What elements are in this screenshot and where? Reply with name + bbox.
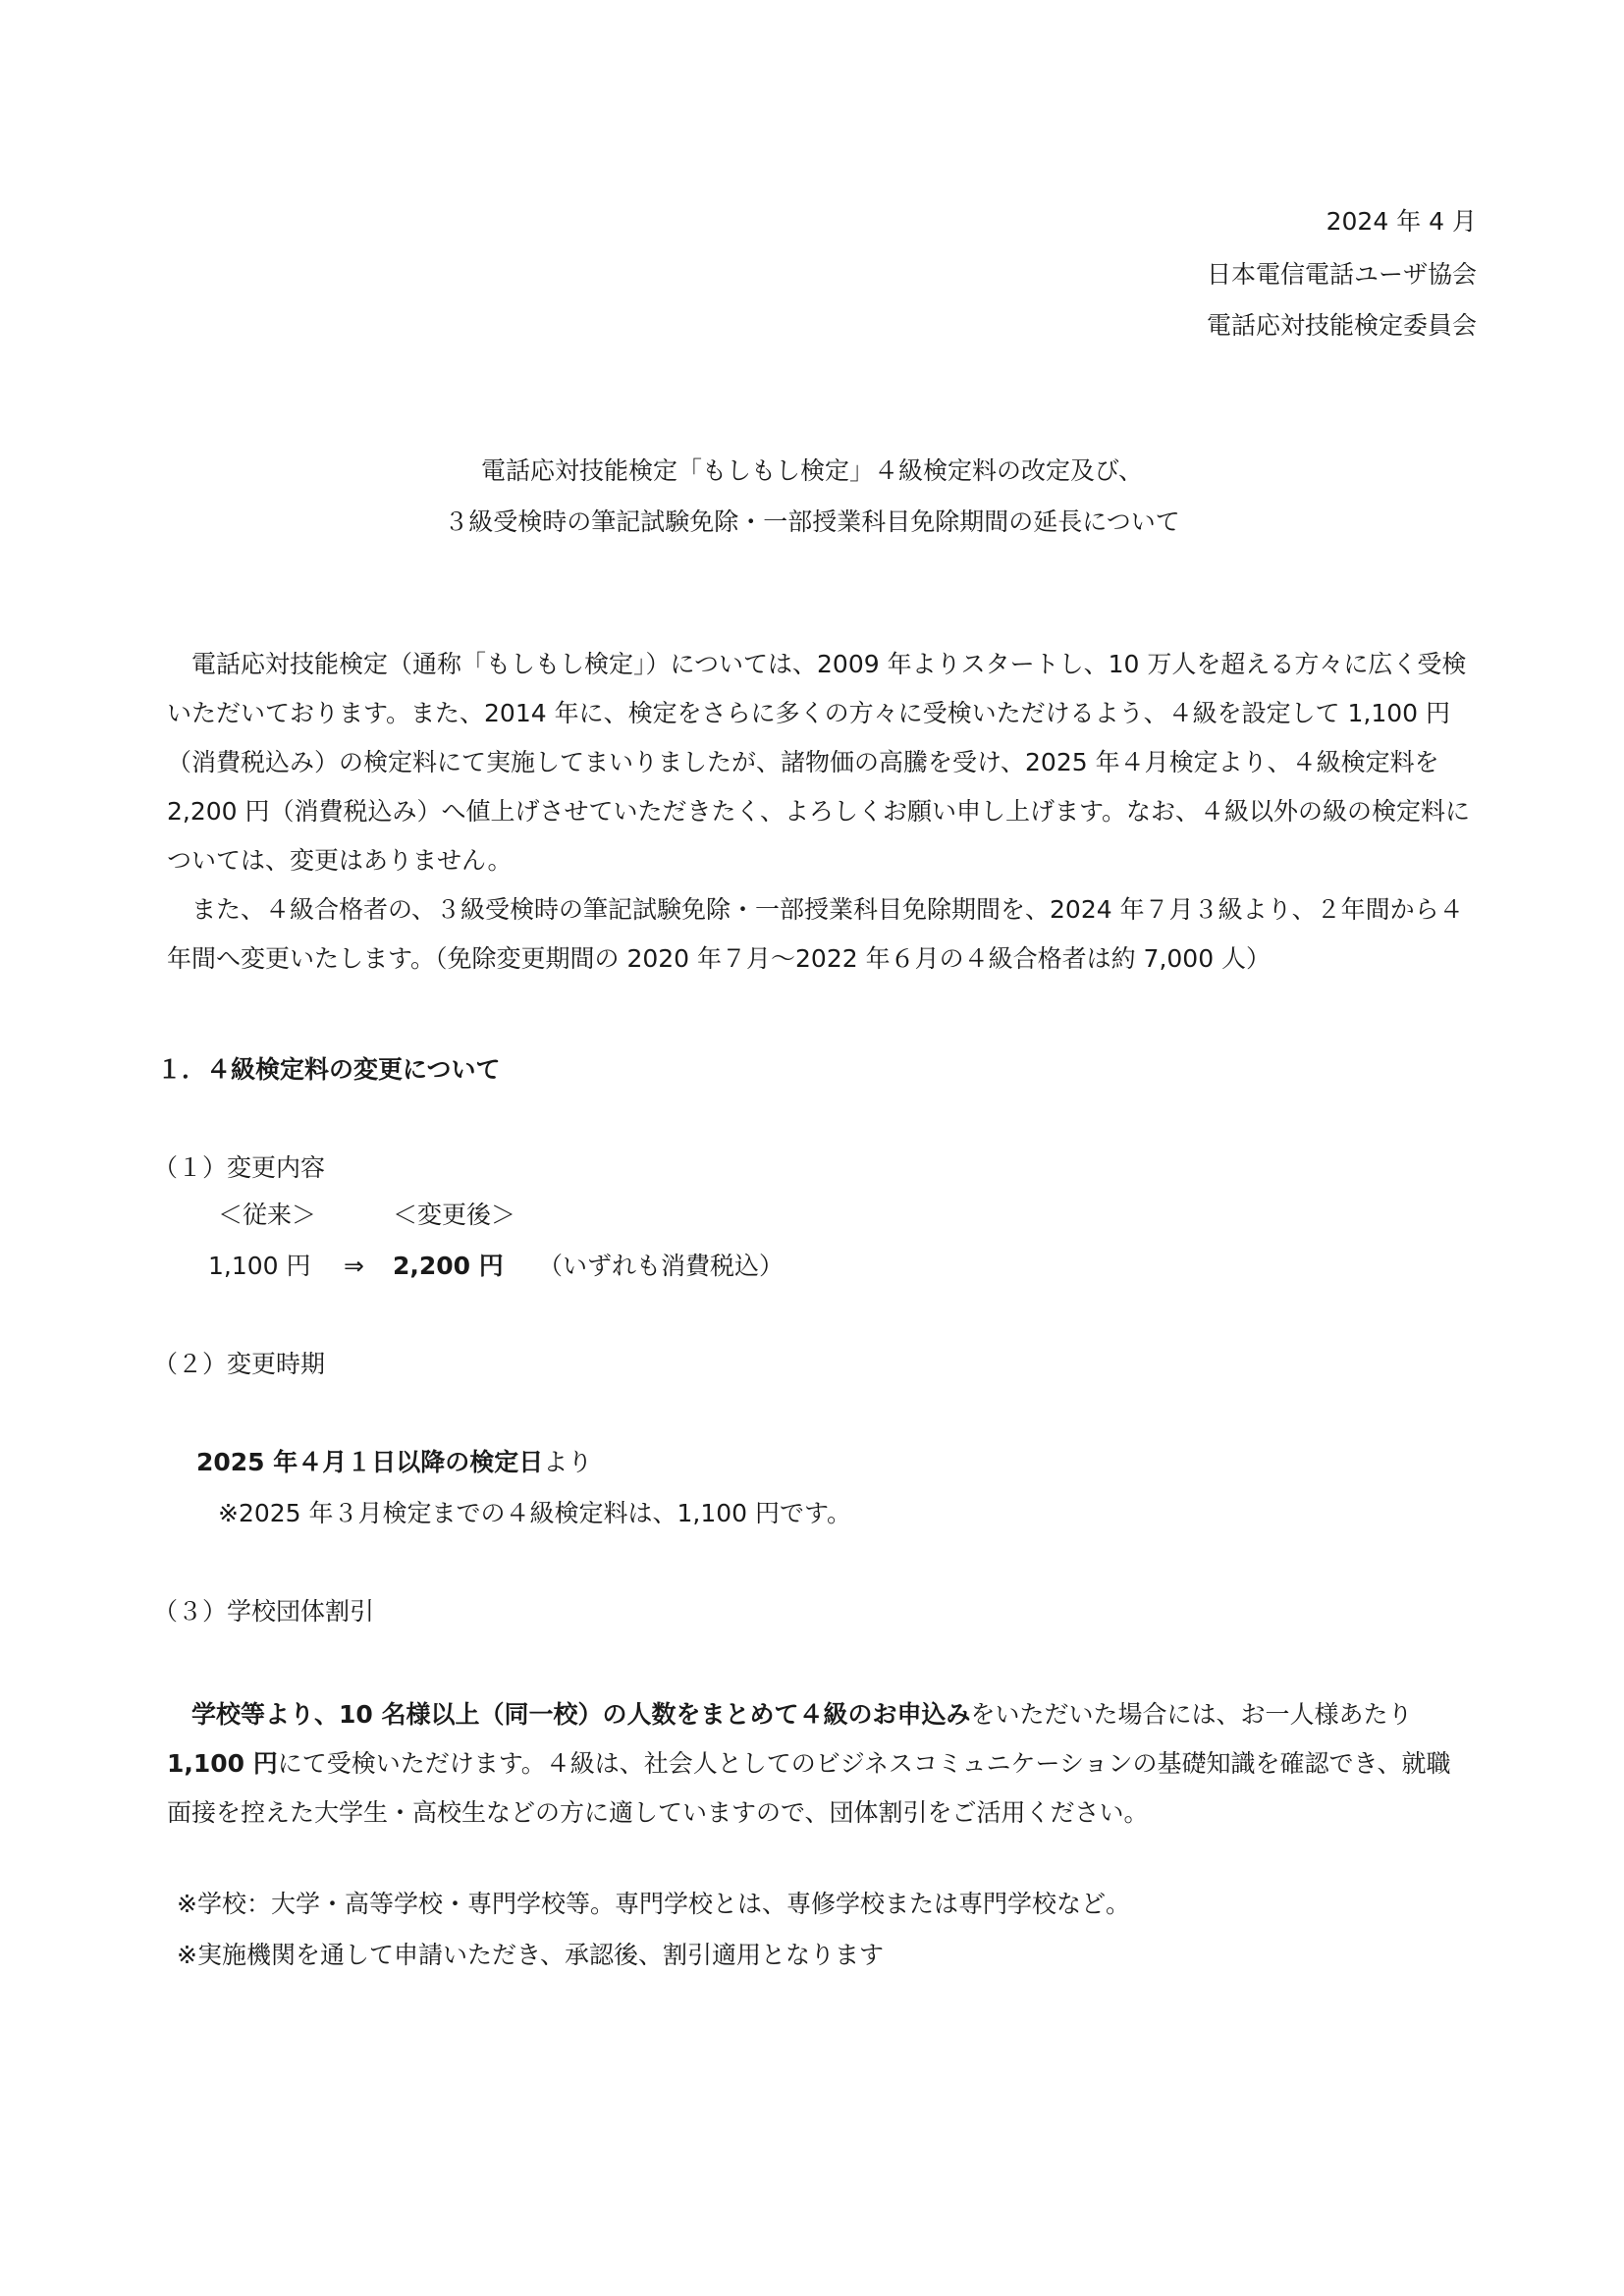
- discount-paragraph: [167, 1690, 1473, 1838]
- title-line-2: ３級受検時の筆記試験免除・一部授業科目免除期間の延長について: [444, 507, 1180, 536]
- sub-3-label: （３）学校団体割引: [153, 1597, 375, 1626]
- effective-date-line: [196, 1445, 592, 1480]
- discount-text-mid: をいただいた場合には、お一人様あたり: [970, 1700, 1413, 1729]
- timing-note: ※2025 年３月検定までの４級検定料は、1,100 円です。: [218, 1499, 852, 1527]
- after-label: ＜変更後＞: [393, 1201, 516, 1229]
- sub-1-label: （１）変更内容: [153, 1153, 326, 1182]
- sub-2-label: （２）変更時期: [153, 1350, 326, 1378]
- price-note: （いずれも消費税込）: [538, 1252, 785, 1280]
- section-1-heading: １．４級検定料の変更について: [157, 1055, 501, 1084]
- header-org: 日本電信電話ユーザ協会: [1206, 260, 1477, 289]
- before-value: 1,100 円: [208, 1252, 311, 1280]
- after-value: 2,200 円: [393, 1252, 504, 1280]
- effective-date-tail: より: [543, 1448, 593, 1476]
- school-note-2: ※実施機関を通して申請いただき、承認後、割引適用となります: [177, 1941, 884, 1969]
- discount-price: 1,100 円: [167, 1749, 278, 1778]
- intro-paragraph-2: また、４級合格者の、３級受検時の筆記試験免除・一部授業科目免除期間を、2024 年７月３級より、２年間から４年間へ変更いたします。（免除変更期間の 2020 年７月～2022 年６月の４級合格者は約 7,000 人）: [167, 895, 1464, 973]
- header-committee: 電話応対技能検定委員会: [1206, 311, 1477, 340]
- title-line-1: 電話応対技能検定「もしもし検定」４級検定料の改定及び、: [480, 456, 1143, 485]
- school-note-1: ※学校：大学・高等学校・専門学校等。専門学校とは、専修学校または専門学校など。: [177, 1890, 1130, 1918]
- effective-date: 2025 年４月１日以降の検定日: [196, 1448, 544, 1476]
- before-label: ＜従来＞: [218, 1201, 317, 1229]
- discount-condition: 学校等より、10 名様以上（同一校）の人数をまとめて４級のお申込み: [191, 1700, 971, 1729]
- arrow-icon: ⇒: [344, 1252, 364, 1280]
- intro-paragraph-1: 電話応対技能検定（通称「もしもし検定」）については、2009 年よりスタートし、10 万人を超える方々に広く受検いただいております。また、2014 年に、検定をさらに多くの方々に受検いただけるよう、４級を設定して 1,100 円（消費税込み）の検定料にて実施してまいりましたが、諸物価の高騰を受け、2025 年４月検定より、４級検定料を 2,200 円（消費税込み）へ値上げさせていただきたく、よろしくお願い申し上げます。なお、４級以外の級の検定料については、変更はありません。: [167, 650, 1471, 875]
- header-date: 2024 年 4 月: [1326, 207, 1477, 236]
- discount-text-tail: にて受検いただけます。４級は、社会人としてのビジネスコミュニケーションの基礎知識を確認でき、就職面接を控えた大学生・高校生などの方に適していますので、団体割引をご活用ください。: [167, 1749, 1451, 1827]
